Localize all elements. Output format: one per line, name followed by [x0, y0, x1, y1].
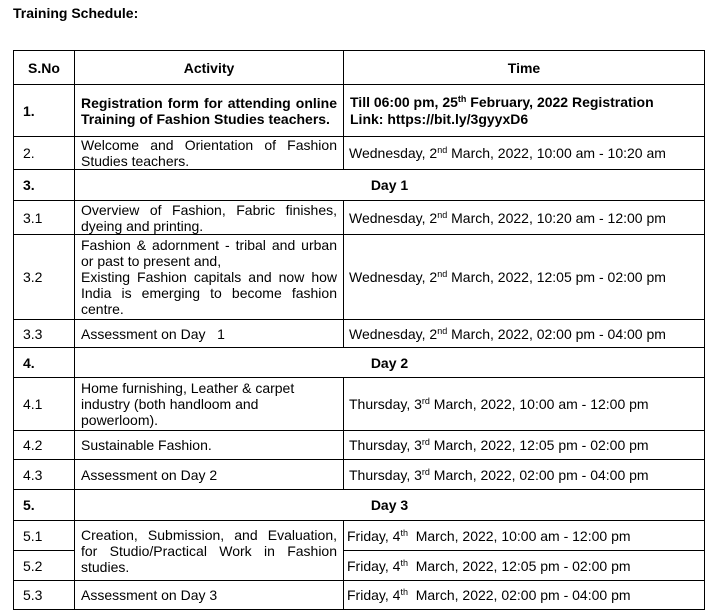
table-row — [14, 85, 705, 137]
date-suffix: rd — [421, 437, 430, 447]
time-day: Thursday, 3 — [349, 396, 422, 412]
time-rest: March, 2022, 12:05 pm - 02:00 pm — [429, 437, 649, 453]
date-suffix: nd — [437, 325, 448, 336]
row-sno: 4.2 — [14, 431, 75, 460]
time-text: February, 2022 Registration — [466, 93, 654, 110]
time-text: Till 06:00 pm, 25 — [350, 93, 458, 110]
time-rest: March, 2022, 12:05 pm - 02:00 pm — [447, 269, 666, 285]
time-day: Thursday, 3 — [349, 437, 422, 453]
row-sno: 3. — [14, 170, 75, 201]
time-day: Friday, 4 — [347, 587, 401, 603]
row-sno: 3.3 — [14, 320, 75, 348]
row-activity — [75, 235, 344, 320]
row-activity: Assessment on Day 1 — [75, 320, 344, 348]
row-time — [344, 320, 705, 348]
date-suffix: rd — [421, 396, 430, 406]
row-sno: 4.3 — [14, 460, 75, 490]
activity-part: Fashion & adornment - tribal and urban or past to present and, — [81, 237, 337, 269]
table-row — [14, 581, 705, 610]
row-sno: 1. — [14, 85, 75, 137]
row-time — [344, 551, 705, 581]
table-row — [14, 137, 705, 170]
row-sno: 2. — [14, 137, 75, 170]
header-activity: Activity — [75, 51, 344, 85]
date-suffix: th — [400, 527, 408, 538]
time-rest: March, 2022, 12:05 pm - 02:00 pm — [407, 557, 631, 574]
row-activity: Assessment on Day 2 — [75, 460, 344, 490]
table-row — [14, 170, 705, 201]
header-sno: S.No — [14, 51, 75, 85]
table-row — [14, 348, 705, 378]
time-rest: March, 2022, 10:00 am - 12:00 pm — [429, 396, 649, 412]
table-row — [14, 235, 705, 320]
day-label: Day 1 — [75, 170, 705, 201]
row-activity: Welcome and Orientation of Fashion Studies teachers. — [75, 137, 344, 170]
activity-part: Existing Fashion capitals and now how India is emerging to become fashion centre. — [81, 269, 337, 317]
table-row — [14, 201, 705, 235]
row-time — [344, 378, 705, 431]
row-time — [344, 235, 705, 320]
row-sno: 5.2 — [14, 551, 75, 581]
day-label: Day 2 — [75, 348, 705, 378]
time-day: Wednesday, 2 — [349, 325, 438, 342]
row-sno: 5.1 — [14, 521, 75, 551]
training-schedule-table — [13, 50, 705, 610]
time-day: Wednesday, 2 — [349, 145, 438, 161]
date-suffix: nd — [437, 209, 448, 220]
time-day: Wednesday, 2 — [349, 269, 438, 285]
row-activity: Assessment on Day 3 — [75, 581, 344, 610]
table-row — [14, 320, 705, 348]
time-day: Friday, 4 — [347, 557, 401, 574]
row-sno: 3.1 — [14, 201, 75, 235]
row-activity: Registration form for attending online Training of Fashion Studies teachers. — [75, 85, 344, 137]
day-label: Day 3 — [75, 490, 705, 521]
date-suffix: th — [457, 93, 467, 104]
row-sno: 5.3 — [14, 581, 75, 610]
row-time — [344, 460, 705, 490]
row-time — [344, 137, 705, 170]
row-sno: 3.2 — [14, 235, 75, 320]
time-day: Thursday, 3 — [349, 466, 422, 483]
date-suffix: th — [400, 587, 408, 597]
row-sno: 4. — [14, 348, 75, 378]
table-row — [14, 378, 705, 431]
time-rest: March, 2022, 10:00 am - 10:20 am — [447, 145, 666, 161]
row-time — [344, 521, 705, 551]
time-rest: March, 2022, 10:00 am - 12:00 pm — [407, 527, 631, 544]
row-sno: 5. — [14, 490, 75, 521]
date-suffix: th — [400, 557, 408, 568]
registration-link[interactable]: Link: https://bit.ly/3gyyxD6 — [350, 110, 529, 127]
row-activity: Overview of Fashion, Fabric finishes, dyeing and printing. — [75, 201, 344, 235]
time-rest: March, 2022, 02:00 pm - 04:00 pm — [429, 466, 649, 483]
table-row — [14, 521, 705, 551]
date-suffix: nd — [437, 269, 448, 279]
row-sno: 4.1 — [14, 378, 75, 431]
table-row — [14, 490, 705, 521]
page-title: Training Schedule: — [13, 5, 139, 21]
header-time: Time — [344, 51, 705, 85]
row-time — [344, 85, 705, 137]
table-header-row — [14, 51, 705, 85]
table-row — [14, 431, 705, 460]
table-row — [14, 460, 705, 490]
row-time — [344, 581, 705, 610]
time-rest: March, 2022, 02:00 pm - 04:00 pm — [447, 325, 666, 342]
time-day: Friday, 4 — [347, 527, 401, 544]
row-activity: Creation, Submission, and Evaluation, for Studio/Practical Work in Fashion studies. — [75, 521, 344, 581]
date-suffix: nd — [437, 145, 448, 155]
date-suffix: rd — [421, 466, 430, 477]
row-time — [344, 431, 705, 460]
row-activity: Home furnishing, Leather & carpet industry (both handloom and powerloom). — [75, 378, 344, 431]
row-time — [344, 201, 705, 235]
time-rest: March, 2022, 02:00 pm - 04:00 pm — [407, 587, 631, 603]
row-activity: Sustainable Fashion. — [75, 431, 344, 460]
time-rest: March, 2022, 10:20 am - 12:00 pm — [447, 209, 666, 226]
time-day: Wednesday, 2 — [349, 209, 438, 226]
